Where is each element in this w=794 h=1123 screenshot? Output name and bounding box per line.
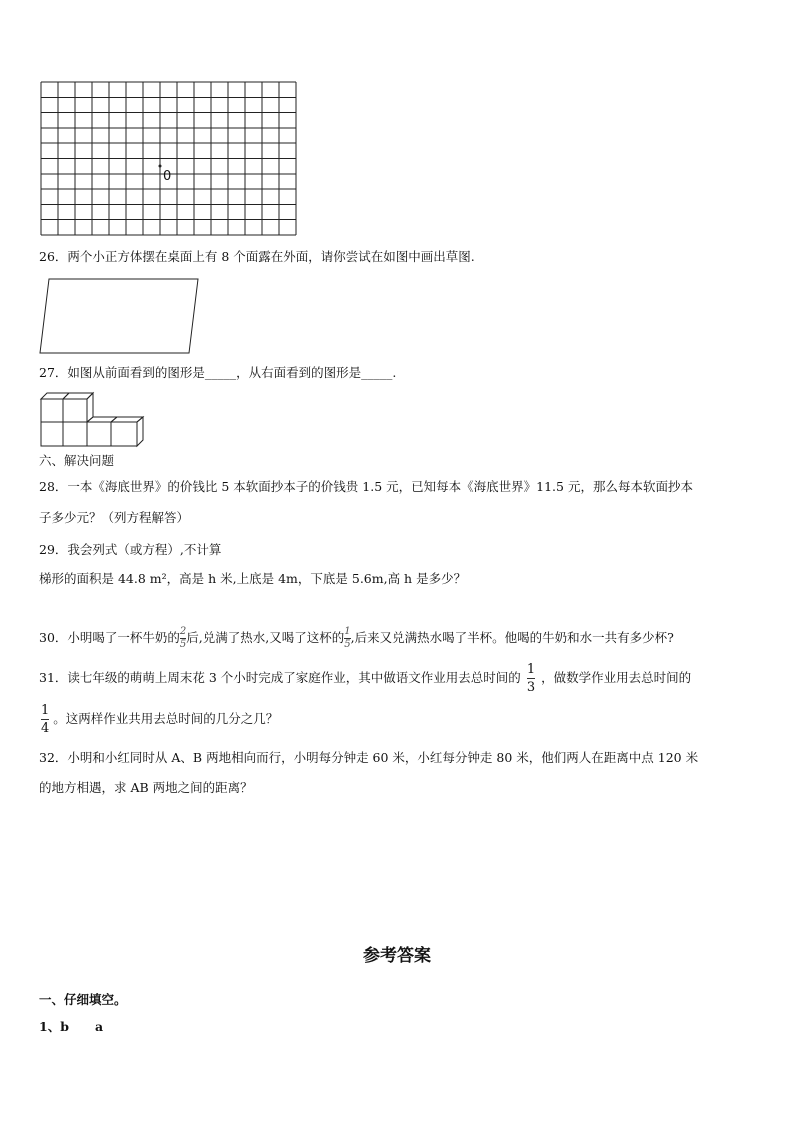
question-31-part-a: 31．读七年级的萌萌上周末花 3 个小时完成了家庭作业，其中做语文作业用去总时间的: [39, 670, 521, 685]
coordinate-grid: [40, 81, 300, 236]
fraction-one-third: $\frac{1}{3}$: [526, 662, 536, 695]
answers-title: 参考答案: [363, 946, 431, 966]
answers-section-1: 一、仔细填空。: [39, 992, 127, 1007]
question-32-line-2: 的地方相遇，求 AB 两地之间的距离？: [39, 780, 253, 795]
question-28-line-2: 子多少元？（列方程解答）: [39, 510, 190, 525]
question-27: 27．如图从前面看到的图形是_____，从右面看到的图形是_____.: [39, 365, 397, 380]
fraction-one-quarter: $\frac{1}{4}$: [41, 703, 50, 736]
question-29-line-1: 29．我会列式（或方程）,不计算: [39, 542, 222, 557]
question-29-line-2: 梯形的面积是 44.8 m²，高是 h 米,上底是 4m，下底是 5.6m,高 h 是多少？: [39, 571, 467, 586]
question-32-line-1: 32．小明和小红同时从 A、B 两地相向而行，小明每分钟走 60 米，小红每分钟走 80 米，他们两人在距离中点 120 米: [39, 750, 699, 765]
question-31-line-1: [39, 658, 691, 698]
question-26: 26．两个小正方体摆在桌面上有 8 个面露在外面，请你尝试在如图中画出草图.: [39, 249, 475, 264]
fraction-two-fifths: $\frac{2}{5}$: [179, 626, 187, 650]
question-30: [39, 618, 674, 658]
origin-label: 0: [163, 169, 172, 184]
question-28-line-1: 28．一本《海底世界》的价钱比 5 本软面抄本子的价钱贵 1.5 元，已知每本《海底世界》11.5 元，那么每本软面抄本: [39, 479, 693, 494]
answer-1-rest: a: [94, 1019, 104, 1034]
question-31-line-2: [39, 699, 278, 739]
question-31-part-b: ，做数学作业用去总时间的: [541, 670, 692, 685]
fraction-one-fifth: $\frac{1}{5}$: [344, 626, 351, 650]
question-30-part-c: ,后来又兑满热水喝了半杯。他喝的牛奶和水一共有多少杯?: [350, 630, 674, 645]
section-6-heading: 六、解决问题: [39, 453, 115, 468]
origin-point: [159, 165, 162, 168]
question-31-part-c: 。这两样作业共用去总时间的几分之几？: [53, 711, 279, 726]
answer-1-number: 1、b: [39, 1019, 69, 1034]
answer-1: [39, 1019, 103, 1035]
question-30-part-a: 30．小明喝了一杯牛奶的: [39, 630, 180, 645]
cubes-figure: [39, 391, 149, 449]
parallelogram-figure: [38, 277, 202, 357]
question-30-part-b: 后,兑满了热水,又喝了这杯的: [186, 630, 345, 645]
